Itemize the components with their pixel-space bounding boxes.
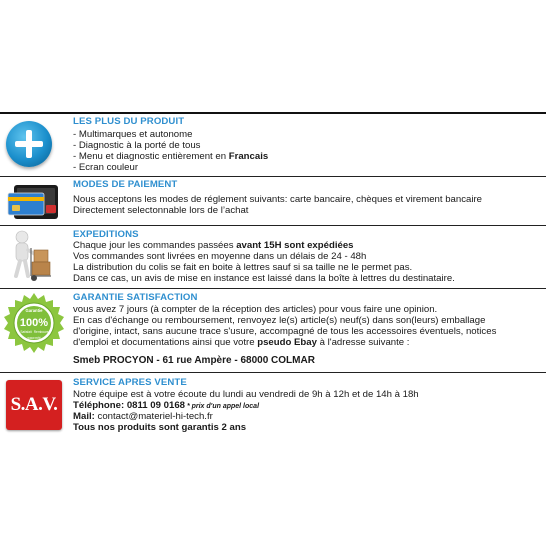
section-title-expeditions: EXPEDITIONS [73,229,139,240]
separator [0,176,546,177]
delivery-person-icon [8,230,58,282]
garantie-line: d'origine, intact, sans aucune trace s'usure, accompagné de tous les accessoires éventuels, notices [73,326,497,337]
produit-item: - Multimarques et autonome [73,129,193,140]
payment-device-icon [6,183,66,223]
badge-top-text: Garantie [25,308,43,313]
garantie-line: vous avez 7 jours (à compter de la réception des articles) pour vous faire une opinion. [73,304,438,315]
paiement-line: Directement selectonnable lors de l’achat [73,205,249,216]
badge-bottom-text: www.mht [27,336,41,340]
produit-item: - Diagnostic à la porté de tous [73,140,201,151]
sav-badge-icon: S.A.V. [6,380,62,430]
garantie-line: En cas d'échange ou remboursement, renvoyez le(s) article(s) neuf(s) dans son(leurs) emballage [73,315,486,326]
top-rule [0,112,546,114]
separator [0,225,546,226]
garantie-address: Smeb PROCYON - 61 rue Ampère - 68000 COLMAR [73,355,315,366]
guarantee-badge-icon [4,293,64,353]
separator [0,288,546,289]
paiement-line: Nous acceptons les modes de réglement suivants: carte bancaire, chèques et virement bancaire [73,194,483,205]
expeditions-line: Vos commandes sont livrées en moyenne dans un délais de 24 - 48h [73,251,367,262]
section-title-paiement: MODES DE PAIEMENT [73,179,178,190]
sav-hours: Notre équipe est à votre écoute du lundi au vendredi de 9h à 12h et de 14h à 18h [73,389,419,400]
section-title-garantie: GARANTIE SATISFACTION [73,292,198,303]
garantie-line: d'emploi et documentations ainsi que votre pseudo Ebay à l'adresse suivante : [73,337,410,348]
separator [0,372,546,373]
produit-item: - Menu et diagnostic entièrement en Francais [73,151,269,162]
expeditions-line: La distribution du colis se fait en boite à lettres sauf si sa taille ne le permet pas. [73,262,413,273]
sav-mail: Mail: contact@materiel-hi-tech.fr [73,411,213,422]
section-title-sav: SERVICE APRES VENTE [73,377,187,388]
badge-percent: 100% [19,317,49,329]
plus-icon [6,121,52,167]
expeditions-line: Chaque jour les commandes passées avant 15H sont expédiées [73,240,354,251]
produit-item: - Ecran couleur [73,162,139,173]
expeditions-line: Dans ce cas, un avis de mise en instance est laissé dans la boîte à lettres du destinataire. [73,273,455,284]
badge-left-text: Satisfait [20,330,32,334]
sav-phone: Téléphone: 0811 09 0168 * prix d'un appel local [73,400,260,411]
badge-right-text: Remboursé [33,330,51,334]
sav-guarantee: Tous nos produits sont garantis 2 ans [73,422,247,433]
section-title-produit: LES PLUS DU PRODUIT [73,116,185,127]
